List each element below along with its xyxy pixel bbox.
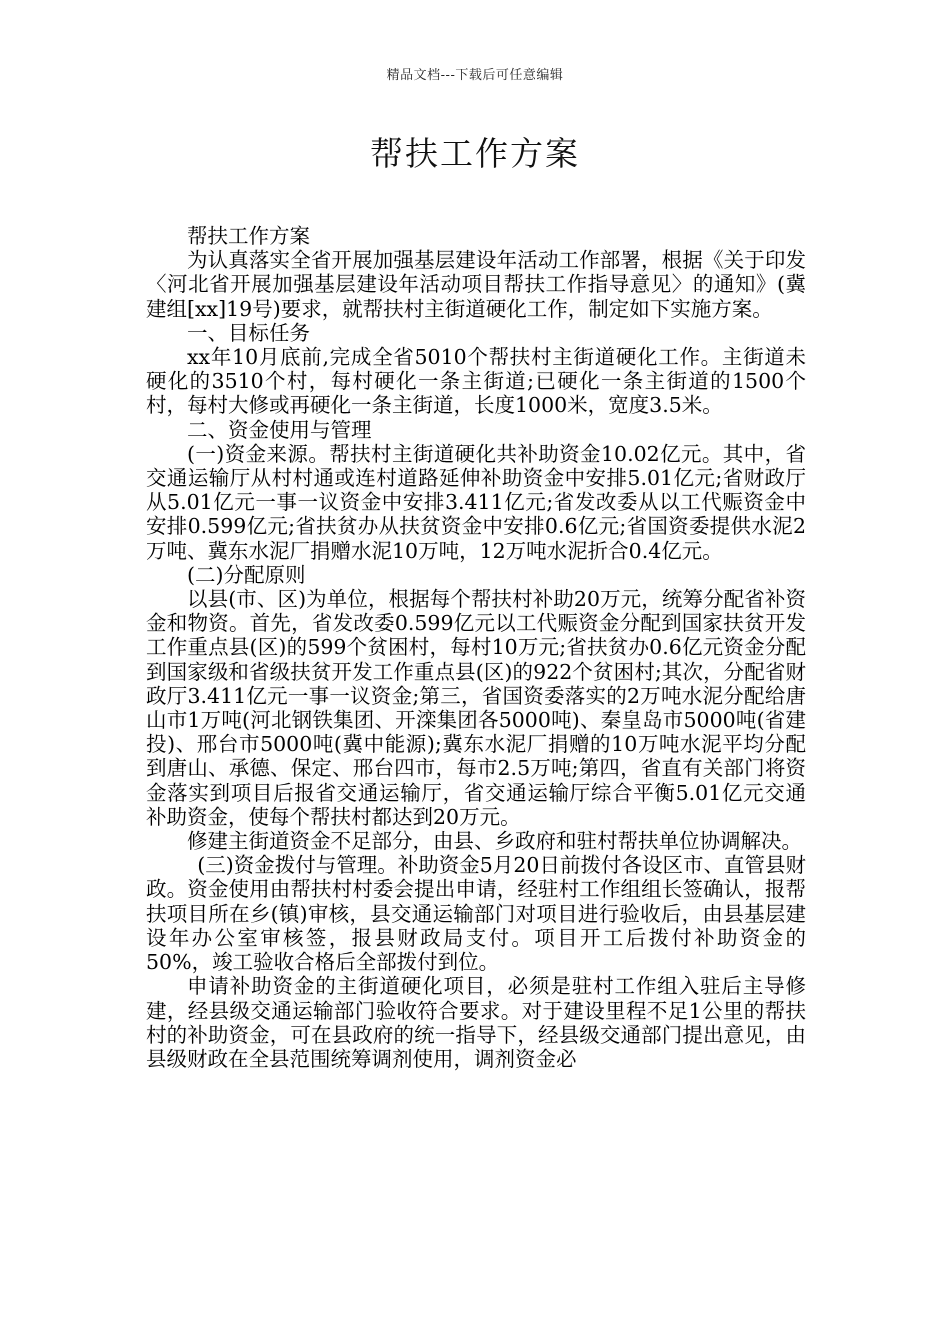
section-heading: 二、资金使用与管理 (187, 417, 372, 442)
paragraph: 为认真落实全省开展加强基层建设年活动工作部署，根据《关于印发〈河北省开展加强基层建设年活动项目帮扶工作指导意见〉的通知》(冀建组[xx]19号)要求，就帮扶村主街道硬化工作，制定如下实施方案。 (146, 248, 806, 321)
paragraph: 申请补助资金的主街道硬化项目，必须是驻村工作组入驻后主导修建，经县级交通运输部门验收符合要求。对于建设里程不足1公里的帮扶村的补助资金，可在县政府的统一指导下，经县级交通部门提出意见，由县级财政在全县范围统筹调剂使用，调剂资金必 (146, 974, 806, 1071)
paragraph: xx年10月底前,完成全省5010个帮扶村主街道硬化工作。主街道未硬化的3510个村，每村硬化一条主街道;已硬化一条主街道的1500个村，每村大修或再硬化一条主街道，长度1000米，宽度3.5米。 (146, 345, 806, 418)
document-body (146, 224, 806, 1071)
document-title: 帮扶工作方案 (370, 134, 580, 173)
subsection-heading: (二)分配原则 (187, 562, 306, 587)
paragraph: 以县(市、区)为单位，根据每个帮扶村补助20万元，统筹分配省补资金和物资。首先，省发改委0.599亿元以工代赈资金分配到国家扶贫开发工作重点县(区)的599个贫困村，每村10万元;省扶贫办0.6亿元资金分配到国家级和省级扶贫开发工作重点县(区)的922个贫困村;其次，分配省财政厅3.411亿元一事一议资金;第三，省国资委落实的2万吨水泥分配给唐山市1万吨(河北钢铁集团、开滦集团各5000吨)、秦皇岛市5000吨(省建投)、邢台市5000吨(冀中能源);冀东水泥厂捐赠的10万吨水泥平均分配到唐山、承德、保定、邢台四市，每市2.5万吨;第四，省直有关部门将资金落实到项目后报省交通运输厅，省交通运输厅综合平衡5.01亿元交通补助资金，使每个帮扶村都达到20万元。 (146, 587, 806, 829)
section-heading: 一、目标任务 (187, 320, 310, 345)
paragraph: 修建主街道资金不足部分，由县、乡政府和驻村帮扶单位协调解决。 (187, 829, 802, 854)
header-note: 精品文档---下载后可任意编辑 (386, 68, 564, 83)
paragraph: (三)资金拨付与管理。补助资金5月20日前拨付各设区市、直管县财政。资金使用由帮扶村村委会提出申请，经驻村工作组组长签确认，报帮扶项目所在乡(镇)审核，县交通运输部门对项目进行验收后，由县基层建设年办公室审核签，报县财政局支付。项目开工后拨付补助资金的50%，竣工验收合格后全部拨付到位。 (146, 853, 806, 975)
paragraph: (一)资金来源。帮扶村主街道硬化共补助资金10.02亿元。其中，省交通运输厅从村村通或连村道路延伸补助资金中安排5.01亿元;省财政厅从5.01亿元一事一议资金中安排3.411亿元;省发改委从以工代赈资金中安排0.599亿元;省扶贫办从扶贫资金中安排0.6亿元;省国资委提供水泥2万吨、冀东水泥厂捐赠水泥10万吨，12万吨水泥折合0.4亿元。 (146, 441, 806, 563)
paragraph: 帮扶工作方案 (187, 224, 310, 248)
